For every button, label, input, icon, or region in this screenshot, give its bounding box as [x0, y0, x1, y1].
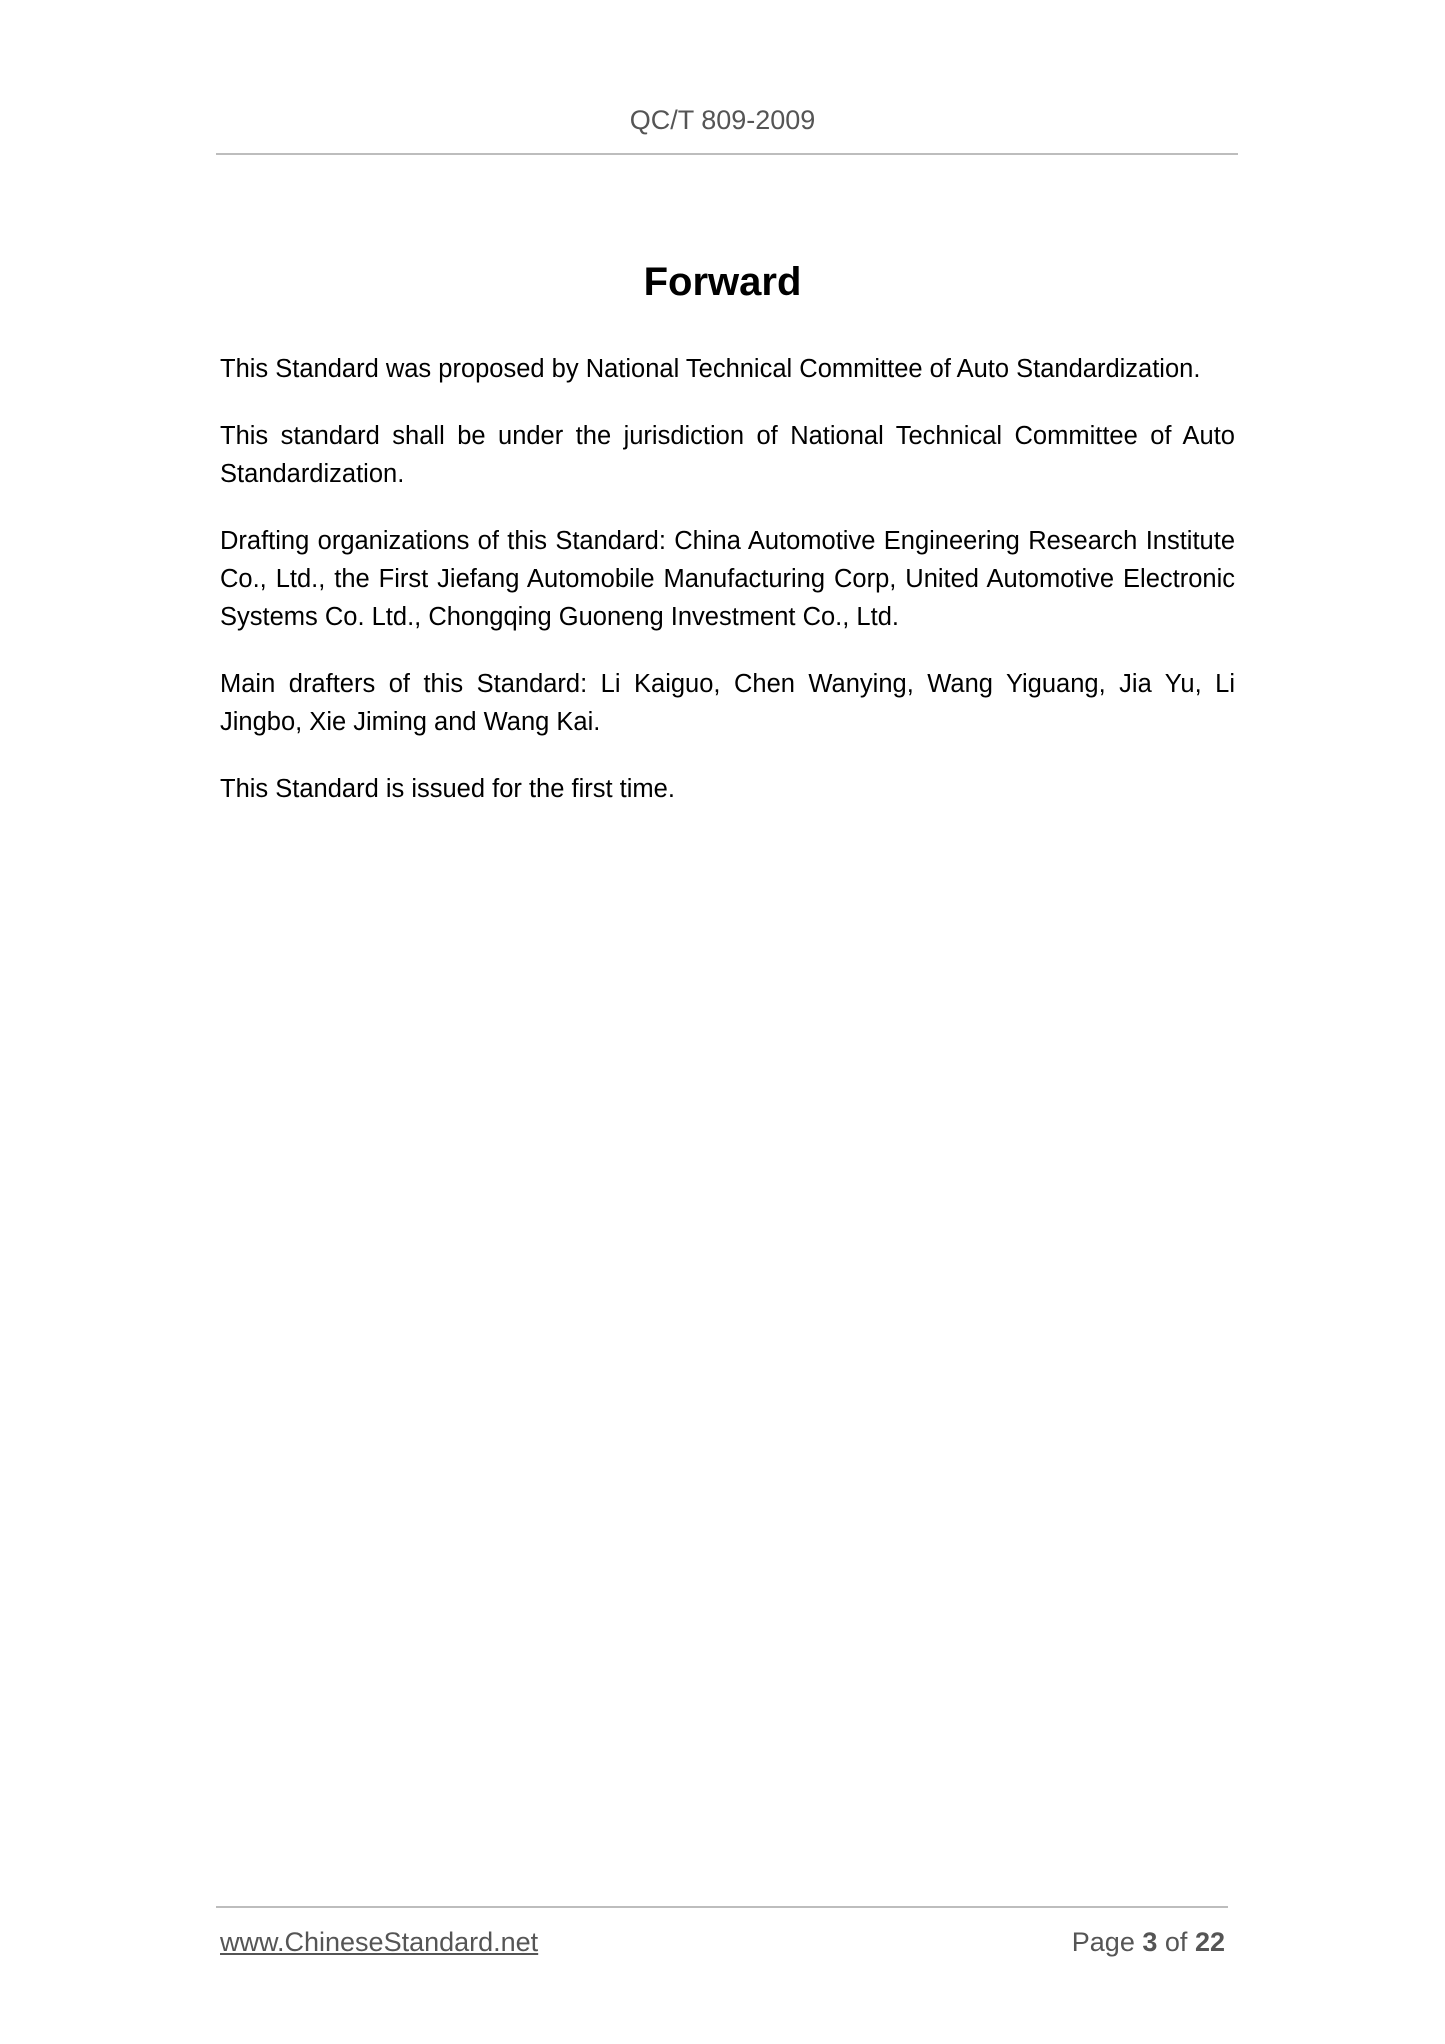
header-divider: [216, 153, 1238, 155]
page-number: [1072, 1925, 1225, 1959]
paragraph-drafting-organizations: Drafting organizations of this Standard: China Automotive Engineering Research Institute Co., Ltd., the First Jiefang Automobile Manufacturing Corp, United Automotive Electronic Systems Co. Ltd., Chongqing Guoneng Investment Co., Ltd.: [220, 527, 1235, 631]
website-link[interactable]: www.ChineseStandard.net: [220, 1927, 539, 1957]
page-current: 3: [1142, 1927, 1158, 1957]
paragraph-proposed-by: This Standard was proposed by National Technical Committee of Auto Standardization.: [220, 355, 1201, 383]
paragraph-main-drafters: Main drafters of this Standard: Li Kaiguo, Chen Wanying, Wang Yiguang, Jia Yu, Li Jingbo, Xie Jiming and Wang Kai.: [220, 670, 1235, 736]
page-title: Forward: [643, 260, 802, 304]
paragraph-first-issue: This Standard is issued for the first time.: [220, 775, 675, 803]
page-total: 22: [1194, 1927, 1225, 1957]
document-body: [220, 350, 1235, 837]
document-code-header: QC/T 809-2009: [629, 105, 816, 135]
paragraph-jurisdiction: This standard shall be under the jurisdiction of National Technical Committee of Auto Standardization.: [220, 422, 1235, 488]
footer-divider: [216, 1906, 1228, 1908]
page-of: of: [1164, 1927, 1188, 1957]
page-prefix: Page: [1071, 1927, 1135, 1957]
